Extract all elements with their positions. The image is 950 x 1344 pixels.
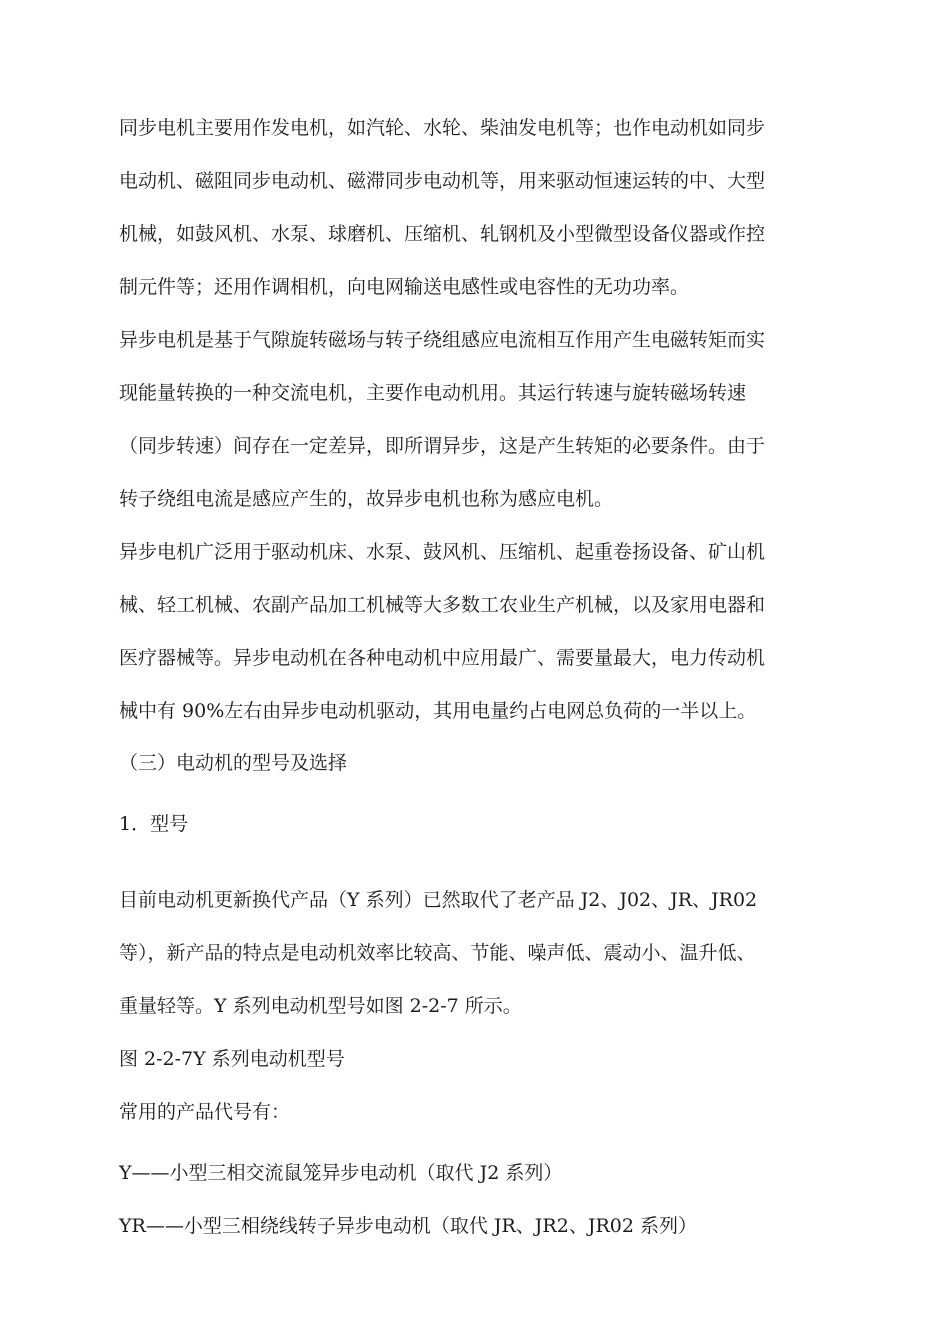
text-line-15: 目前电动机更新换代产品（Y 系列）已然取代了老产品 J2、J02、JR、JR02 [119, 889, 758, 911]
text-line-19: 常用的产品代号有： [119, 1101, 291, 1123]
text-line-9: 异步电机广泛用于驱动机床、水泵、鼓风机、压缩机、起重卷扬设备、矿山机 [119, 541, 766, 563]
text-line-7: （同步转速）间存在一定差异，即所谓异步，这是产生转矩的必要条件。由于 [119, 435, 766, 457]
text-line-17: 重量轻等。Y 系列电动机型号如图 2-2-7 所示。 [119, 995, 522, 1017]
text-line-4: 制元件等；还用作调相机，向电网输送电感性或电容性的无功功率。 [119, 276, 690, 298]
text-line-11: 医疗器械等。异步电动机在各种电动机中应用最广、需要量最大，电力传动机 [119, 647, 766, 669]
subsection-heading: 1．型号 [119, 813, 189, 835]
text-line-3: 机械，如鼓风机、水泵、球磨机、压缩机、轧钢机及小型微型设备仪器或作控 [119, 223, 766, 245]
text-line-6: 现能量转换的一种交流电机，主要作电动机用。其运行转速与旋转磁场转速 [119, 382, 747, 404]
text-line-16: 等），新产品的特点是电动机效率比较高、节能、噪声低、震动小、温升低、 [119, 942, 756, 964]
text-line-5: 异步电机是基于气隙旋转磁场与转子绕组感应电流相互作用产生电磁转矩而实 [119, 329, 766, 351]
text-line-2: 电动机、磁阻同步电动机、磁滞同步电动机等，用来驱动恒速运转的中、大型 [119, 170, 766, 192]
text-line-12: 械中有 90%左右由异步电动机驱动，其用电量约占电网总负荷的一半以上。 [119, 700, 757, 722]
figure-caption: 图 2-2-7Y 系列电动机型号 [119, 1048, 345, 1070]
text-line-1: 同步电机主要用作发电机，如汽轮、水轮、柴油发电机等；也作电动机如同步 [119, 117, 766, 139]
text-line-10: 械、轻工机械、农副产品加工机械等大多数工农业生产机械，以及家用电器和 [119, 594, 766, 616]
list-item-y: Y——小型三相交流鼠笼异步电动机（取代 J2 系列） [119, 1162, 563, 1184]
list-item-yr: YR——小型三相绕线转子异步电动机（取代 JR、JR2、JR02 系列） [119, 1215, 697, 1237]
text-line-8: 转子绕组电流是感应产生的，故异步电机也称为感应电机。 [119, 488, 614, 510]
section-heading: （三）电动机的型号及选择 [119, 752, 348, 774]
